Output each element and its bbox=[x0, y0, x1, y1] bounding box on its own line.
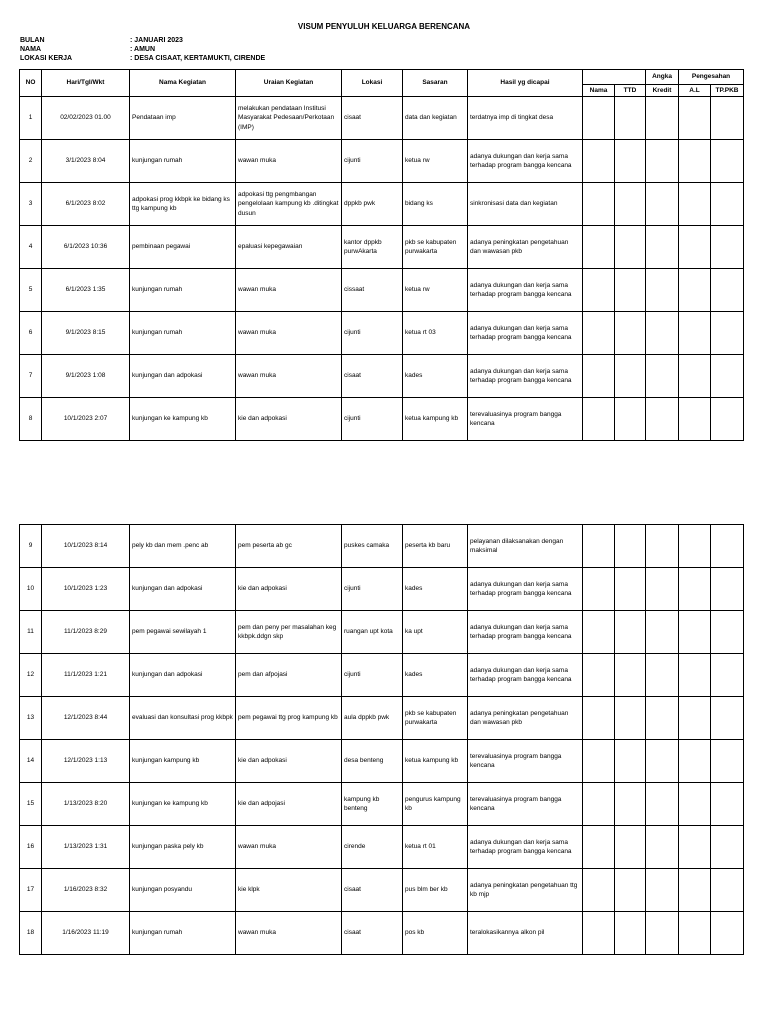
cell-date: 1/16/2023 8:32 bbox=[42, 869, 130, 912]
cell-description: pem dan afpojasi bbox=[236, 654, 342, 697]
table-row bbox=[20, 783, 744, 826]
cell-target: ketua rw bbox=[403, 269, 468, 312]
col-header-ttd: TTD bbox=[615, 85, 646, 97]
cell-tppkb bbox=[711, 611, 744, 654]
cell-tppkb bbox=[711, 398, 744, 441]
cell-date: 1/16/2023 11:19 bbox=[42, 912, 130, 955]
cell-activity: kunjungan dan adpokasi bbox=[130, 355, 236, 398]
cell-description: melakukan pendataan Institusi Masyarakat Pedesaan/Perkotaan (IMP) bbox=[236, 97, 342, 140]
cell-ttd bbox=[615, 740, 646, 783]
table-body-part-2 bbox=[20, 525, 744, 955]
cell-kredit bbox=[646, 355, 679, 398]
cell-ttd bbox=[615, 525, 646, 568]
cell-result: adanya dukungan dan kerja sama terhadap program bangga kencana bbox=[468, 269, 583, 312]
cell-location: cijunti bbox=[342, 568, 403, 611]
cell-result: terdatnya imp di tingkat desa bbox=[468, 97, 583, 140]
cell-target: kades bbox=[403, 654, 468, 697]
cell-activity: pem pegawai sewilayah 1 bbox=[130, 611, 236, 654]
cell-activity: kunjungan ke kampung kb bbox=[130, 783, 236, 826]
cell-ttd bbox=[615, 912, 646, 955]
cell-nama bbox=[583, 654, 615, 697]
cell-kredit bbox=[646, 654, 679, 697]
cell-al bbox=[679, 140, 711, 183]
table-row bbox=[20, 654, 744, 697]
cell-description: pem peserta ab gc bbox=[236, 525, 342, 568]
meta-value: : DESA CISAAT, KERTAMUKTI, CIRENDE bbox=[130, 55, 266, 62]
cell-description: kie dan adpokasi bbox=[236, 568, 342, 611]
cell-target: ketua rt 01 bbox=[403, 826, 468, 869]
cell-nama bbox=[583, 611, 615, 654]
cell-activity: pembinaan pegawai bbox=[130, 226, 236, 269]
table-row bbox=[20, 740, 744, 783]
cell-kredit bbox=[646, 183, 679, 226]
cell-kredit bbox=[646, 568, 679, 611]
cell-location: ruangan upt kota bbox=[342, 611, 403, 654]
cell-ttd bbox=[615, 97, 646, 140]
cell-description: kie dan adpojasi bbox=[236, 783, 342, 826]
cell-nama bbox=[583, 355, 615, 398]
cell-nama bbox=[583, 398, 615, 441]
cell-target: kades bbox=[403, 355, 468, 398]
cell-result: terevaluasinya program bangga kencana bbox=[468, 783, 583, 826]
page-title: VISUM PENYULUH KELUARGA BERENCANA bbox=[297, 22, 471, 31]
cell-description: wawan muka bbox=[236, 269, 342, 312]
cell-tppkb bbox=[711, 826, 744, 869]
cell-date: 9/1/2023 8:15 bbox=[42, 312, 130, 355]
cell-nama bbox=[583, 269, 615, 312]
cell-kredit bbox=[646, 97, 679, 140]
cell-tppkb bbox=[711, 740, 744, 783]
cell-no: 8 bbox=[20, 398, 42, 441]
table-row bbox=[20, 568, 744, 611]
cell-location: aula dppkb pwk bbox=[342, 697, 403, 740]
cell-description: epaluasi kepegawaian bbox=[236, 226, 342, 269]
cell-al bbox=[679, 525, 711, 568]
cell-activity: kunjungan dan adpokasi bbox=[130, 654, 236, 697]
cell-ttd bbox=[615, 826, 646, 869]
cell-result: adanya dukungan dan kerja sama terhadap program bangga kencana bbox=[468, 654, 583, 697]
cell-no: 13 bbox=[20, 697, 42, 740]
cell-target: pus blm ber kb bbox=[403, 869, 468, 912]
cell-ttd bbox=[615, 140, 646, 183]
table-row bbox=[20, 525, 744, 568]
cell-date: 3/1/2023 8:04 bbox=[42, 140, 130, 183]
cell-target: pkb se kabupaten purwakarta bbox=[403, 226, 468, 269]
meta-row-bulan bbox=[20, 36, 265, 45]
cell-target: ketua kampung kb bbox=[403, 398, 468, 441]
cell-date: 6/1/2023 10:36 bbox=[42, 226, 130, 269]
activity-table-part-1 bbox=[19, 69, 744, 441]
cell-ttd bbox=[615, 269, 646, 312]
cell-ttd bbox=[615, 783, 646, 826]
cell-al bbox=[679, 97, 711, 140]
cell-kredit bbox=[646, 140, 679, 183]
col-header-location: Lokasi bbox=[342, 70, 403, 97]
cell-location: cisaat bbox=[342, 97, 403, 140]
cell-result: adanya peningkatan pengetahuan ttg kb mjp bbox=[468, 869, 583, 912]
cell-nama bbox=[583, 740, 615, 783]
cell-kredit bbox=[646, 525, 679, 568]
cell-location: kampung kb benteng bbox=[342, 783, 403, 826]
cell-no: 11 bbox=[20, 611, 42, 654]
cell-ttd bbox=[615, 611, 646, 654]
cell-result: adanya dukungan dan kerja sama terhadap program bangga kencana bbox=[468, 568, 583, 611]
cell-result: adanya dukungan dan kerja sama terhadap program bangga kencana bbox=[468, 312, 583, 355]
cell-target: ka upt bbox=[403, 611, 468, 654]
meta-row-nama bbox=[20, 45, 265, 54]
cell-al bbox=[679, 355, 711, 398]
meta-value: : JANUARI 2023 bbox=[130, 37, 183, 44]
cell-location: desa benteng bbox=[342, 740, 403, 783]
cell-no: 3 bbox=[20, 183, 42, 226]
cell-target: pos kb bbox=[403, 912, 468, 955]
cell-description: wawan muka bbox=[236, 355, 342, 398]
cell-date: 6/1/2023 1:35 bbox=[42, 269, 130, 312]
cell-location: cissaat bbox=[342, 269, 403, 312]
cell-result: adanya dukungan dan kerja sama terhadap program bangga kencana bbox=[468, 140, 583, 183]
cell-al bbox=[679, 226, 711, 269]
cell-al bbox=[679, 826, 711, 869]
table-row bbox=[20, 869, 744, 912]
cell-tppkb bbox=[711, 226, 744, 269]
cell-kredit bbox=[646, 826, 679, 869]
cell-tppkb bbox=[711, 97, 744, 140]
cell-al bbox=[679, 912, 711, 955]
cell-result: teralokasikannya alkon pil bbox=[468, 912, 583, 955]
cell-al bbox=[679, 183, 711, 226]
cell-activity: pely kb dan mem .penc ab bbox=[130, 525, 236, 568]
cell-tppkb bbox=[711, 568, 744, 611]
cell-target: pkb se kabupaten purwakarta bbox=[403, 697, 468, 740]
table-row bbox=[20, 269, 744, 312]
table-row bbox=[20, 826, 744, 869]
cell-activity: kunjungan rumah bbox=[130, 312, 236, 355]
table-row bbox=[20, 226, 744, 269]
cell-date: 10/1/2023 2:07 bbox=[42, 398, 130, 441]
cell-tppkb bbox=[711, 697, 744, 740]
col-header-tppkb: TP.PKB bbox=[711, 85, 744, 97]
cell-kredit bbox=[646, 269, 679, 312]
cell-no: 4 bbox=[20, 226, 42, 269]
cell-location: cisaat bbox=[342, 355, 403, 398]
cell-description: wawan muka bbox=[236, 140, 342, 183]
col-header-nama: Nama bbox=[583, 85, 615, 97]
cell-date: 10/1/2023 8:14 bbox=[42, 525, 130, 568]
col-header-al: A.L bbox=[679, 85, 711, 97]
col-header-pengesahan: Pengesahan bbox=[679, 70, 744, 85]
cell-no: 12 bbox=[20, 654, 42, 697]
cell-date: 12/1/2023 8:44 bbox=[42, 697, 130, 740]
cell-activity: adpokasi prog kkbpk ke bidang ks ttg kampung kb bbox=[130, 183, 236, 226]
cell-date: 1/13/2023 8:20 bbox=[42, 783, 130, 826]
cell-result: adanya dukungan dan kerja sama terhadap program bangga kencana bbox=[468, 611, 583, 654]
cell-date: 1/13/2023 1:31 bbox=[42, 826, 130, 869]
cell-activity: kunjungan dan adpokasi bbox=[130, 568, 236, 611]
cell-no: 7 bbox=[20, 355, 42, 398]
cell-no: 16 bbox=[20, 826, 42, 869]
cell-description: wawan muka bbox=[236, 912, 342, 955]
cell-description: kie dan adpokasi bbox=[236, 740, 342, 783]
meta-label: BULAN bbox=[20, 37, 45, 44]
cell-target: ketua rw bbox=[403, 140, 468, 183]
cell-ttd bbox=[615, 697, 646, 740]
cell-tppkb bbox=[711, 783, 744, 826]
cell-activity: Pendataan imp bbox=[130, 97, 236, 140]
cell-activity: kunjungan kampung kb bbox=[130, 740, 236, 783]
cell-date: 02/02/2023 01.00 bbox=[42, 97, 130, 140]
cell-al bbox=[679, 740, 711, 783]
cell-target: ketua kampung kb bbox=[403, 740, 468, 783]
cell-nama bbox=[583, 826, 615, 869]
cell-al bbox=[679, 869, 711, 912]
cell-location: dppkb pwk bbox=[342, 183, 403, 226]
cell-result: terevaluasinya program bangga kencana bbox=[468, 740, 583, 783]
cell-nama bbox=[583, 226, 615, 269]
cell-ttd bbox=[615, 398, 646, 441]
cell-activity: kunjungan paska pely kb bbox=[130, 826, 236, 869]
cell-target: pengurus kampung kb bbox=[403, 783, 468, 826]
col-header-no: NO bbox=[20, 70, 42, 97]
meta-value: : AMUN bbox=[130, 46, 156, 53]
cell-activity: evaluasi dan konsultasi prog kkbpk bbox=[130, 697, 236, 740]
cell-ttd bbox=[615, 568, 646, 611]
cell-location: cijunti bbox=[342, 398, 403, 441]
cell-result: adanya peningkatan pengetahuan dan wawasan pkb bbox=[468, 697, 583, 740]
table-row bbox=[20, 355, 744, 398]
cell-tppkb bbox=[711, 140, 744, 183]
cell-ttd bbox=[615, 355, 646, 398]
cell-tppkb bbox=[711, 312, 744, 355]
cell-no: 14 bbox=[20, 740, 42, 783]
cell-al bbox=[679, 697, 711, 740]
cell-kredit bbox=[646, 740, 679, 783]
cell-result: terevaluasinya program bangga kencana bbox=[468, 398, 583, 441]
meta-label: NAMA bbox=[20, 46, 41, 53]
cell-al bbox=[679, 783, 711, 826]
cell-nama bbox=[583, 912, 615, 955]
cell-activity: kunjungan rumah bbox=[130, 140, 236, 183]
cell-tppkb bbox=[711, 355, 744, 398]
cell-nama bbox=[583, 525, 615, 568]
cell-description: adpokasi ttg pengmbangan pengelolaan kampung kb .ditingkat dusun bbox=[236, 183, 342, 226]
cell-no: 17 bbox=[20, 869, 42, 912]
cell-no: 9 bbox=[20, 525, 42, 568]
cell-al bbox=[679, 398, 711, 441]
table-row bbox=[20, 398, 744, 441]
cell-description: wawan muka bbox=[236, 826, 342, 869]
cell-result: adanya peningkatan pengetahuan dan wawasan pkb bbox=[468, 226, 583, 269]
cell-no: 2 bbox=[20, 140, 42, 183]
cell-no: 10 bbox=[20, 568, 42, 611]
cell-description: wawan muka bbox=[236, 312, 342, 355]
cell-location: puskes camaka bbox=[342, 525, 403, 568]
cell-activity: kunjungan posyandu bbox=[130, 869, 236, 912]
cell-kredit bbox=[646, 783, 679, 826]
col-header-activity: Nama Kegiatan bbox=[130, 70, 236, 97]
table-row bbox=[20, 611, 744, 654]
cell-nama bbox=[583, 869, 615, 912]
table-row bbox=[20, 183, 744, 226]
cell-kredit bbox=[646, 869, 679, 912]
cell-tppkb bbox=[711, 183, 744, 226]
cell-al bbox=[679, 568, 711, 611]
col-header-target: Sasaran bbox=[403, 70, 468, 97]
cell-date: 11/1/2023 1:21 bbox=[42, 654, 130, 697]
meta-row-lokasi bbox=[20, 54, 265, 63]
cell-no: 1 bbox=[20, 97, 42, 140]
cell-location: cisaat bbox=[342, 912, 403, 955]
cell-al bbox=[679, 611, 711, 654]
cell-nama bbox=[583, 183, 615, 226]
cell-ttd bbox=[615, 869, 646, 912]
cell-nama bbox=[583, 697, 615, 740]
cell-result: adanya dukungan dan kerja sama terhadap program bangga kencana bbox=[468, 826, 583, 869]
cell-date: 9/1/2023 1:08 bbox=[42, 355, 130, 398]
cell-ttd bbox=[615, 312, 646, 355]
cell-no: 18 bbox=[20, 912, 42, 955]
cell-date: 12/1/2023 1:13 bbox=[42, 740, 130, 783]
cell-location: cijunti bbox=[342, 140, 403, 183]
table-row bbox=[20, 97, 744, 140]
cell-target: bidang ks bbox=[403, 183, 468, 226]
cell-date: 6/1/2023 8:02 bbox=[42, 183, 130, 226]
cell-description: kie dan adpokasi bbox=[236, 398, 342, 441]
cell-tppkb bbox=[711, 912, 744, 955]
cell-location: cijunti bbox=[342, 654, 403, 697]
cell-nama bbox=[583, 140, 615, 183]
cell-location: cisaat bbox=[342, 869, 403, 912]
cell-result: sinkronisasi data dan kegiatan bbox=[468, 183, 583, 226]
cell-al bbox=[679, 269, 711, 312]
cell-date: 10/1/2023 1:23 bbox=[42, 568, 130, 611]
cell-description: pem dan peny per masalahan keg kkbpk.ddgn skp bbox=[236, 611, 342, 654]
meta-label: LOKASI KERJA bbox=[20, 55, 73, 62]
cell-tppkb bbox=[711, 269, 744, 312]
cell-nama bbox=[583, 312, 615, 355]
cell-target: data dan kegiatan bbox=[403, 97, 468, 140]
cell-location: kantor dppkb purwAkarta bbox=[342, 226, 403, 269]
cell-description: kie klpk bbox=[236, 869, 342, 912]
table-row bbox=[20, 140, 744, 183]
col-header-description: Uraian Kegiatan bbox=[236, 70, 342, 97]
cell-tppkb bbox=[711, 869, 744, 912]
cell-kredit bbox=[646, 398, 679, 441]
cell-result: adanya dukungan dan kerja sama terhadap program bangga kencana bbox=[468, 355, 583, 398]
cell-tppkb bbox=[711, 525, 744, 568]
table-row bbox=[20, 912, 744, 955]
cell-kredit bbox=[646, 611, 679, 654]
cell-activity: kunjungan ke kampung kb bbox=[130, 398, 236, 441]
cell-nama bbox=[583, 568, 615, 611]
cell-result: pelayanan dilaksanakan dengan maksimal bbox=[468, 525, 583, 568]
cell-location: cijunti bbox=[342, 312, 403, 355]
col-header-result: Hasil yg dicapai bbox=[468, 70, 583, 97]
col-header-blank bbox=[583, 70, 646, 85]
cell-activity: kunjungan rumah bbox=[130, 912, 236, 955]
col-header-kredit: Kredit bbox=[646, 85, 679, 97]
cell-kredit bbox=[646, 912, 679, 955]
cell-kredit bbox=[646, 697, 679, 740]
table-row bbox=[20, 697, 744, 740]
activity-table-part-2 bbox=[19, 524, 744, 955]
cell-ttd bbox=[615, 183, 646, 226]
col-header-date: Hari/Tgl/Wkt bbox=[42, 70, 130, 97]
cell-description: pem pegawai ttg prog kampung kb bbox=[236, 697, 342, 740]
table-row bbox=[20, 312, 744, 355]
table-body-part-1 bbox=[20, 97, 744, 441]
cell-location: cirende bbox=[342, 826, 403, 869]
cell-activity: kunjungan rumah bbox=[130, 269, 236, 312]
cell-al bbox=[679, 654, 711, 697]
cell-nama bbox=[583, 97, 615, 140]
cell-no: 5 bbox=[20, 269, 42, 312]
cell-al bbox=[679, 312, 711, 355]
cell-kredit bbox=[646, 312, 679, 355]
cell-ttd bbox=[615, 226, 646, 269]
cell-target: kades bbox=[403, 568, 468, 611]
cell-date: 11/1/2023 8:29 bbox=[42, 611, 130, 654]
meta-info bbox=[20, 36, 265, 63]
cell-nama bbox=[583, 783, 615, 826]
col-header-angka: Angka bbox=[646, 70, 679, 85]
cell-ttd bbox=[615, 654, 646, 697]
cell-tppkb bbox=[711, 654, 744, 697]
cell-kredit bbox=[646, 226, 679, 269]
cell-target: ketua rt 03 bbox=[403, 312, 468, 355]
cell-no: 6 bbox=[20, 312, 42, 355]
cell-target: peserta kb baru bbox=[403, 525, 468, 568]
cell-no: 15 bbox=[20, 783, 42, 826]
